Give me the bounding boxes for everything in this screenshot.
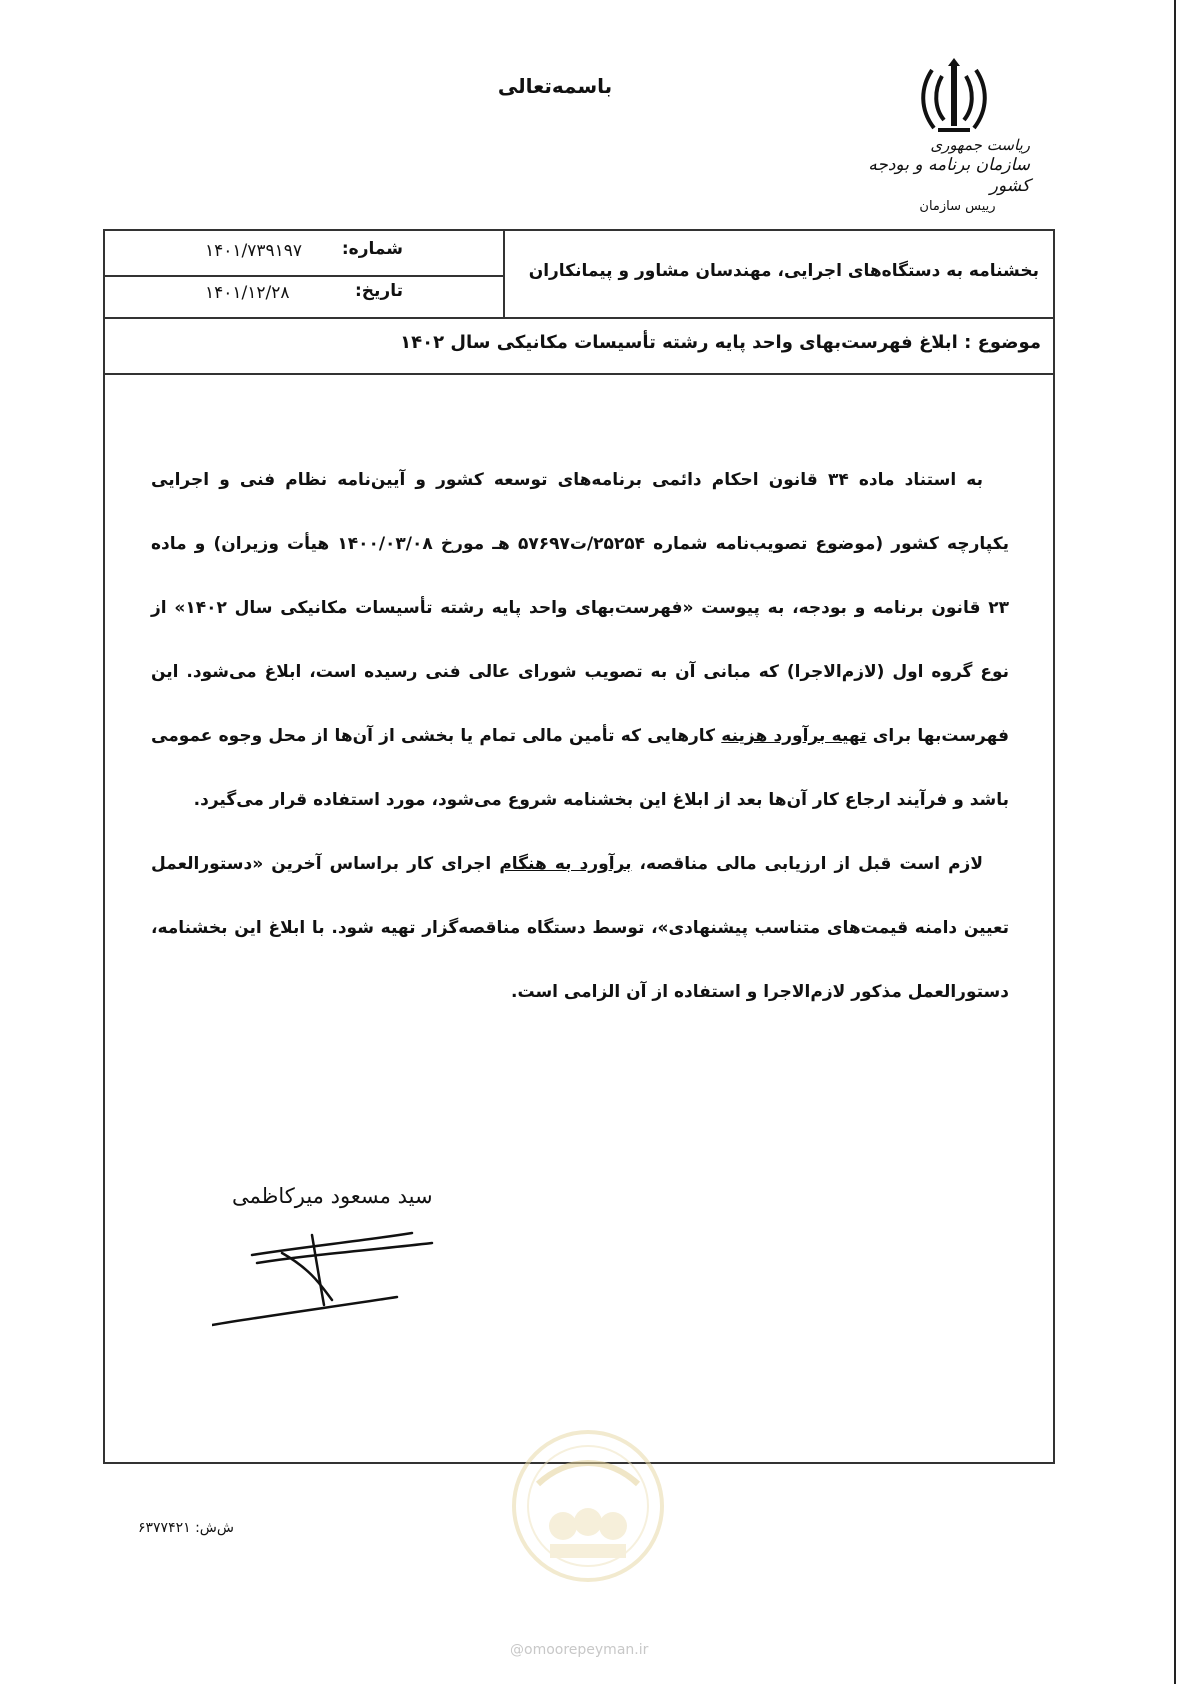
subject-line: موضوع : ابلاغ فهرست‌بهای واحد پایه رشته تأسیسات مکانیکی سال ۱۴۰۲ (400, 332, 1041, 353)
divider-number-date (105, 275, 505, 277)
watermark-logo-icon (508, 1426, 668, 1586)
p2-underlined: برآورد به هنگام (499, 854, 632, 874)
p2-text-a: لازم است قبل از ارزیابی مالی مناقصه، (631, 854, 983, 874)
recipients-line: بخشنامه به دستگاه‌های اجرایی، مهندسان مشاور و پیمانکاران (528, 261, 1039, 281)
p1-text-a: به استناد ماده ۳۴ قانون احکام دائمی برنامه‌های توسعه کشور و آیین‌نامه نظام فنی و اجرایی یکپارچه کشور (موضوع تصویب‌نامه شماره ۲۵۲۵۴/ت۵۷۶۹۷ هـ مورخ ۱۴۰۰/۰۳/۰۸ هیأت وزیران) و ماده ۲۳ قانون برنامه و بودجه، به پیوست «فهرست‌بهای واحد پایه رشته تأسیسات مکانیکی سال ۱۴۰۲» از نوع گروه اول (لازم‌الاجرا) که مبانی آن به تصویب شورای عالی فنی رسیده است، ابلاغ می‌شود. این فهرست‌بها برای (151, 470, 1009, 746)
date-value: ۱۴۰۱/۱۲/۲۸ (205, 283, 290, 303)
letter-body (151, 448, 1009, 1024)
handwritten-signature (212, 1225, 452, 1335)
bismillah-heading: باسمه‌تعالی (497, 74, 613, 98)
divider-header-subject (105, 317, 1053, 319)
divider-subject-body (105, 373, 1053, 375)
org-role: رییس سازمان (919, 199, 996, 215)
p1-underlined: تهیه برآورد هزینه (721, 726, 867, 746)
date-label: تاریخ: (355, 281, 403, 301)
signer-name: سید مسعود میرکاظمی (232, 1184, 433, 1208)
number-value: ۱۴۰۱/۷۳۹۱۹۷ (205, 241, 303, 261)
body-paragraph-1 (151, 448, 1009, 832)
body-paragraph-2 (151, 832, 1009, 1024)
iran-emblem-icon (918, 58, 990, 138)
watermark-url: @omoorepeyman.ir (510, 1642, 649, 1658)
divider-meta-recipients (503, 231, 505, 317)
p1-text-b: کارهایی که تأمین مالی تمام یا بخشی از آن‌ها از محل وجوه عمومی باشد و فرآیند ارجاع کار آن‌ها بعد از ابلاغ این بخشنامه شروع می‌شود، مورد استفاده قرار می‌گیرد. (151, 726, 1009, 810)
p2-text-b: اجرای کار براساس آخرین «دستورالعمل تعیین دامنه قیمت‌های متناسب پیشنهادی»، توسط دستگاه مناقصه‌گزار تهیه شود. با ابلاغ این بخشنامه، دستورالعمل مذکور لازم‌الاجرا و استفاده از آن الزامی است. (151, 854, 1009, 1002)
organization-header (855, 136, 1030, 216)
reference-footer: ش‌ش: ۶۳۷۷۴۲۱ (138, 1520, 234, 1536)
page-edge-line (1174, 0, 1176, 1684)
org-line-presidency: ریاست جمهوری (930, 136, 1030, 154)
org-line-organization: سازمان برنامه و بودجه کشور (868, 154, 1030, 196)
number-label: شماره: (341, 239, 403, 259)
